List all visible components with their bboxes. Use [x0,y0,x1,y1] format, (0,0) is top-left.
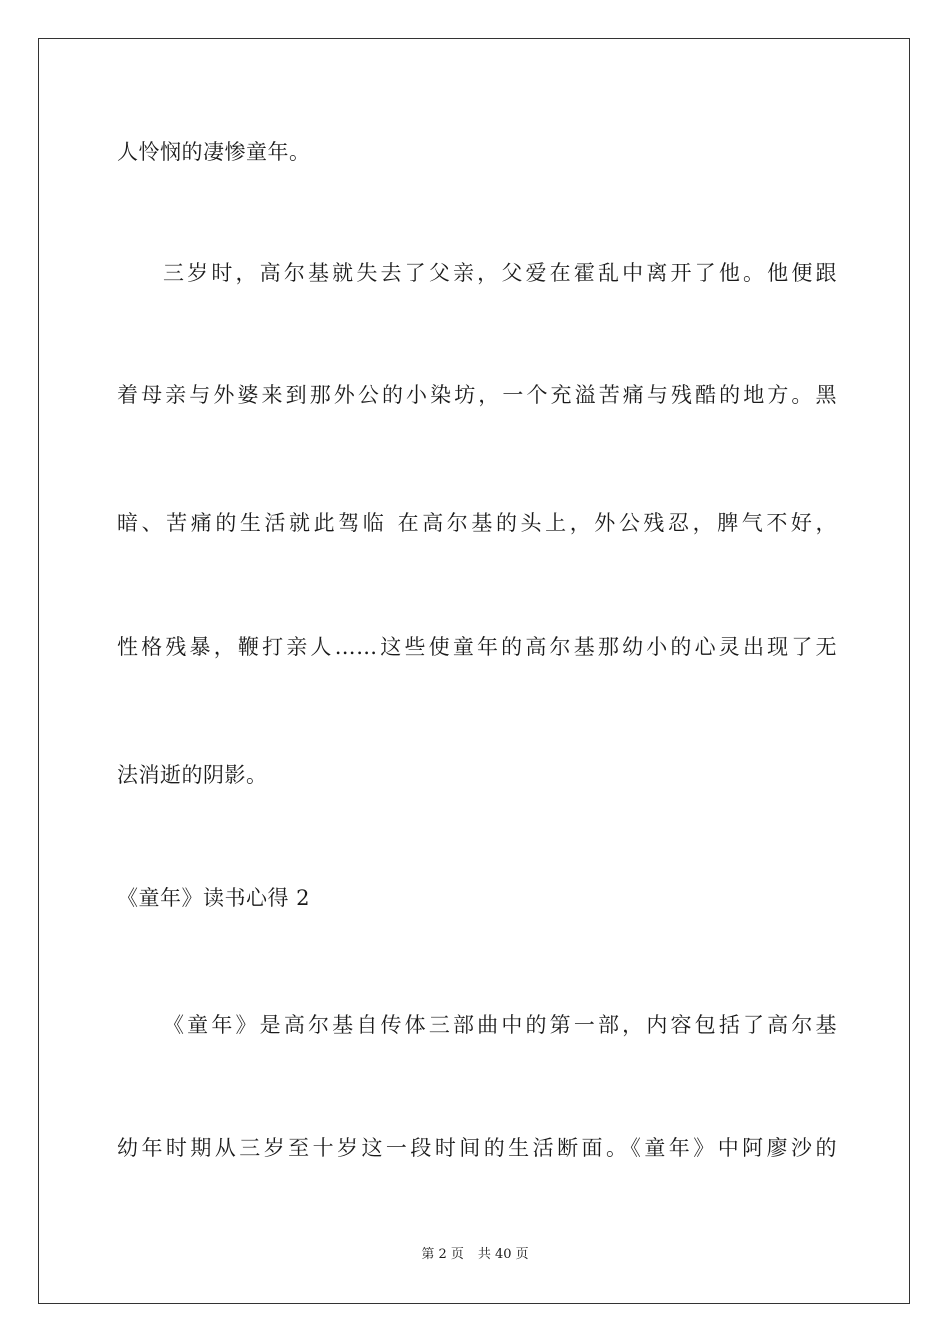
text-line: 幼年时期从三岁至十岁这一段时间的生活断面。《童年》中阿廖沙的 [117,1136,837,1160]
text-line: 着母亲与外婆来到那外公的小染坊，一个充溢苦痛与残酷的地方。黑 [117,383,837,407]
text-line: 人怜悯的凄惨童年。 [117,140,311,164]
page-total: 共 40 页 [477,1247,529,1262]
text-line: 法消逝的阴影。 [117,763,268,787]
page-footer [0,1246,950,1264]
page-border [38,38,910,1304]
text-line: 性格残暴，鞭打亲人……这些使童年的高尔基那幼小的心灵出现了无 [117,635,837,659]
text-line: 暗、苦痛的生活就此驾临 在高尔基的头上，外公残忍，脾气不好， [117,511,837,535]
text-line: 《童年》是高尔基自传体三部曲中的第一部，内容包括了高尔基 [163,1013,837,1037]
section-heading: 《童年》读书心得 2 [117,886,311,910]
text-line: 三岁时，高尔基就失去了父亲，父爱在霍乱中离开了他。他便跟 [163,261,837,285]
page-number: 第 2 页 [421,1247,464,1262]
